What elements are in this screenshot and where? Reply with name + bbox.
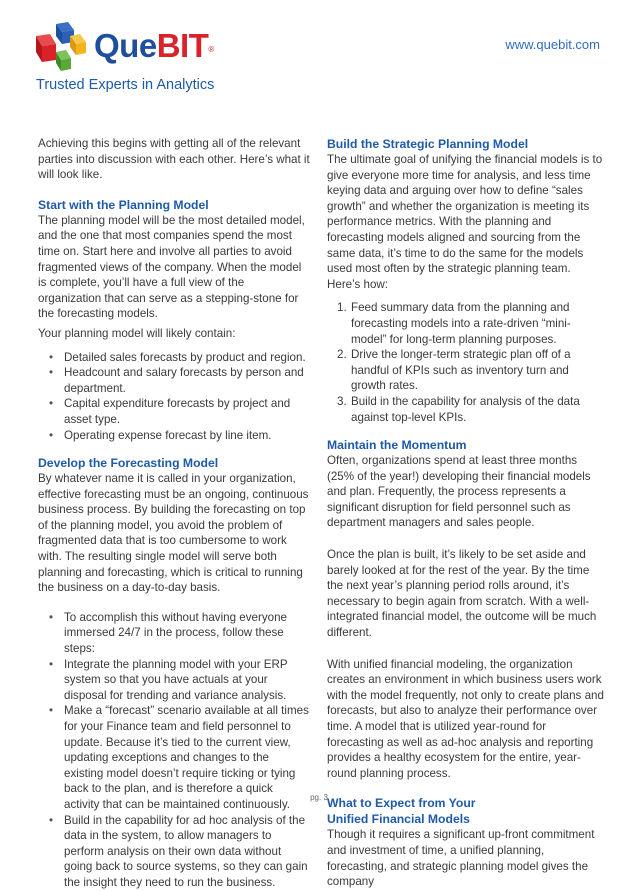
list-item: • Capital expenditure forecasts by project and asset type. (64, 396, 310, 427)
forecast-list (38, 610, 310, 891)
momentum-paragraph-2: Once the plan is built, it’s likely to be set aside and barely looked at for the rest of the year. By the time the next year’s planning period rolls around, it’s necessary to begin again from scratch. With a well-integrated financial model, the outcome will be much different. (327, 548, 597, 640)
tagline: Trusted Experts in Analytics (36, 77, 215, 93)
strategic-paragraph: The ultimate goal of unifying the financial models is to give everyone more time for analysis, and less time keying data and arguing over how to define “sales growth” and whether the organization is meeting its performance metrics. With the planning and forecasting models aligned and sourcing from the same data, it’s time to do the same for the models used most often by the strategic planning team. Here’s how: (327, 153, 603, 291)
planning-contain-text: Your planning model will likely contain: (38, 326, 236, 340)
list-item (337, 300, 605, 347)
page-number: pg. 3 (310, 793, 328, 802)
forecast-paragraph: By whatever name it is called in your organization, effective forecasting must be an ongoing, continuous business process. By building the forecasting on top of the planning model, you avoid the problem of fragmented data that is too cumbersome to work with. The resulting single model will serve both planning and forecasting, which is critical to running the business on a day-to-day basis. (38, 472, 309, 595)
logo-bit: BIT (156, 27, 209, 64)
right-column (327, 136, 605, 890)
forecast-heading: Develop the Forecasting Model (38, 456, 219, 471)
expect-heading-line-2: Unified Financial Models (327, 812, 470, 827)
logo-registered: ® (208, 45, 214, 54)
momentum-paragraph-3: With unified financial modeling, the organization creates an environment in which business users work with the model frequently, not only to create plans and forecasts, but also to analyze their performance over time. A model that is utilized year-round for forecasting as well as ad-hoc analysis and reporting provides a healthy ecosystem for the entire, year-round planning process. (327, 657, 604, 780)
intro-paragraph: Achieving this begins with getting all of the relevant parties into discussion with each other. Here’s what it will look like. (38, 137, 310, 182)
strategic-steps (327, 300, 605, 425)
momentum-heading: Maintain the Momentum (327, 438, 467, 453)
step-number: 1. (337, 301, 347, 315)
list-item: • To accomplish this without having everyone immersed 24/7 in the process, follow these steps: (64, 610, 310, 657)
step-text: Drive the longer-term strategic plan off of a handful of KPIs such as inventory turn and growth rates. (351, 348, 571, 393)
expect-heading-line-1: What to Expect from Your (327, 796, 476, 811)
logo-que: Que (94, 27, 157, 64)
logo-wordmark (94, 28, 214, 64)
logo-cubes-icon (34, 22, 86, 72)
planning-paragraph: The planning model will be the most detailed model, and the one that most companies spend the most time on. Start here and involve all parties to avoid fragmented views of the company. When the model is complete, you’ll have a full view of the organization that can serve as a stepping-stone for the forecasting models. (38, 213, 305, 321)
left-column (38, 136, 310, 891)
expect-paragraph: Though it requires a significant up-front commitment and investment of time, a unified planning, forecasting, and strategic planning model gives the company (327, 828, 595, 889)
page-header (0, 0, 638, 118)
strategic-heading: Build the Strategic Planning Model (327, 137, 529, 151)
list-item: • Integrate the planning model with your ERP system so that you have actuals at your disposal for trending and variance analysis. (64, 657, 310, 704)
list-item: • Headcount and salary forecasts by person and department. (64, 365, 310, 396)
momentum-paragraph-1: Often, organizations spend at least three months (25% of the year!) developing their financial models and plan. Frequently, the process represents a significant disruption for field personnel such as department managers and sales people. (327, 454, 591, 530)
website-link[interactable]: www.quebit.com (505, 37, 600, 52)
list-item (337, 394, 605, 425)
planning-list (38, 350, 310, 444)
step-number: 2. (337, 348, 347, 362)
list-item (337, 347, 605, 394)
list-item: • Operating expense forecast by line item. (64, 428, 310, 444)
step-text: Build in the capability for analysis of the data against top-level KPIs. (351, 394, 580, 424)
list-item: • Build in the capability for ad hoc analysis of the data in the system, to allow managers to perform analysis on their own data without going back to source systems, so they can gain the insight they need to run the business. (64, 813, 310, 891)
step-text: Feed summary data from the planning and forecasting models into a rate-driven “mini-model” for long-term planning purposes. (351, 301, 571, 346)
list-item: • Make a “forecast” scenario available at all times for your Finance team and field personnel to update. Because it’s tied to the current view, updating exceptions and changes to the existing model doesn’t require ticking or tying back to the plan, and is therefore a quick activity that can be maintained continuously. (64, 703, 310, 812)
step-number: 3. (337, 394, 347, 408)
planning-heading: Start with the Planning Model (38, 197, 209, 212)
list-item: • Detailed sales forecasts by product and region. (64, 350, 310, 366)
